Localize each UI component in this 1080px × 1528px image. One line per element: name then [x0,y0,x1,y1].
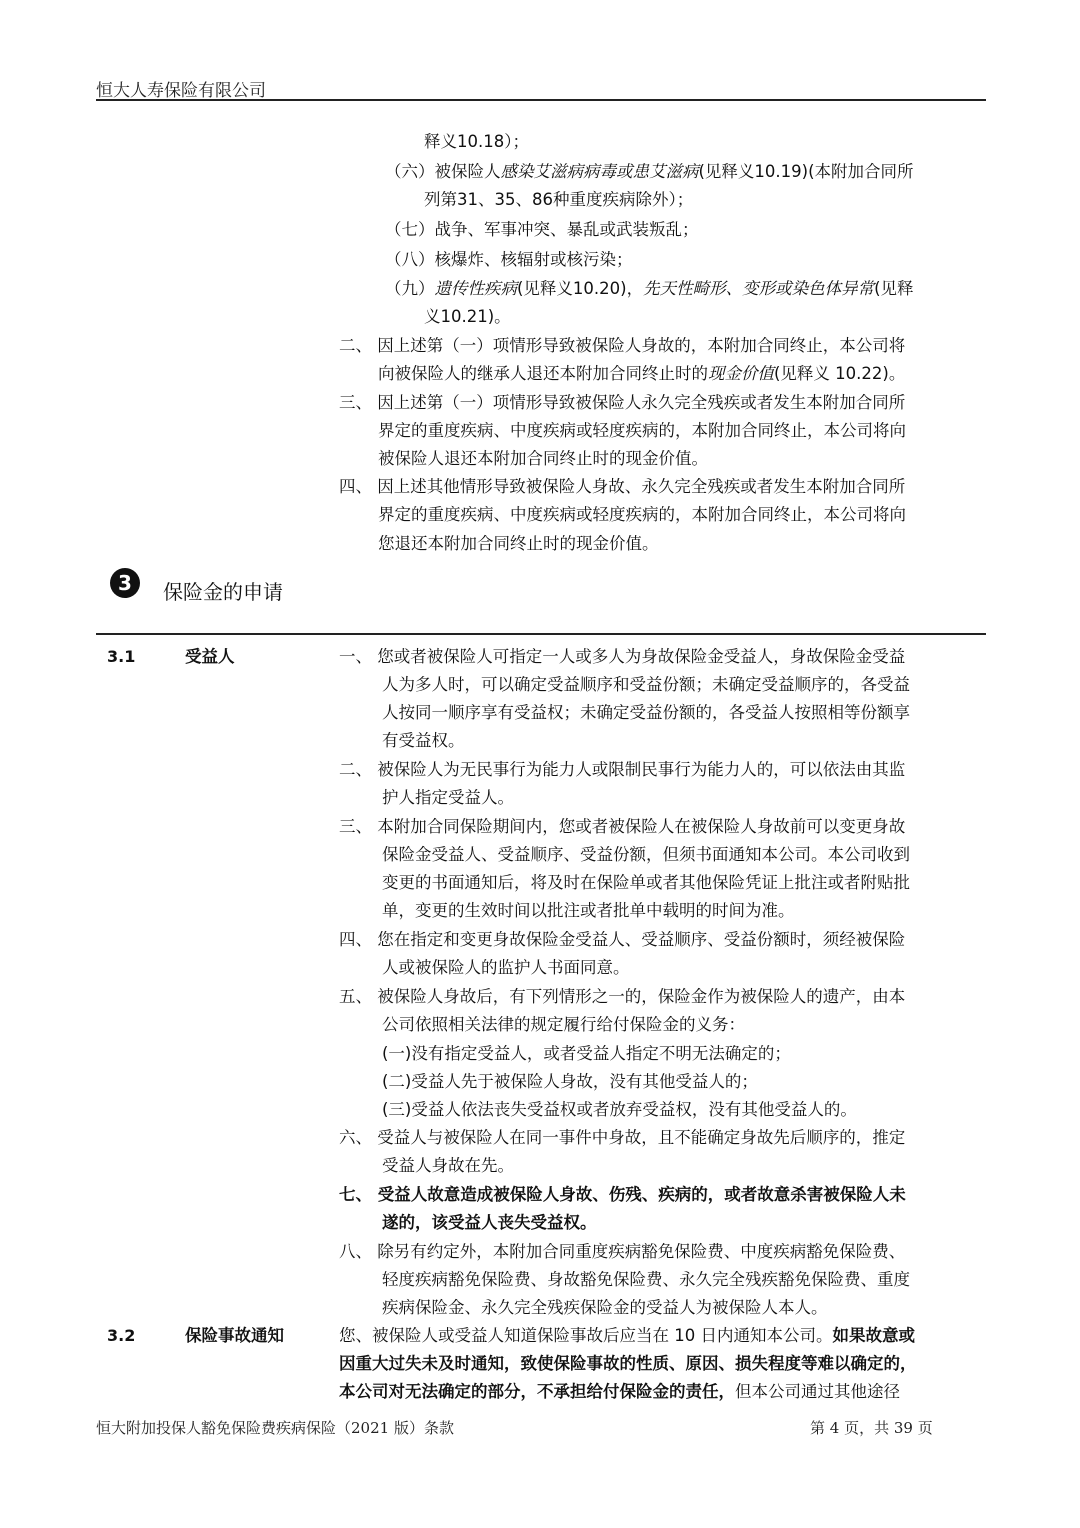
exclusion-line-segment: 界定的重度疾病、中度疾病或轻度疾病的，本附加合同终止，本公司将向 [378,505,906,524]
clause-text-line [339,1378,900,1406]
footer-page-info: 第 4 页，共 39 页 [810,1419,933,1437]
exclusion-line [424,186,693,214]
clause-text-line [382,671,910,699]
clause-text-line [382,869,910,897]
clause-text-line-segment: (三)受益人依法丧失受益权或者放弃受益权，没有其他受益人的。 [382,1100,857,1119]
clause-title: 受益人 [185,647,235,666]
clause-text-line-segment: 轻度疾病豁免保险费、身故豁免保险费、永久完全残疾豁免保险费、重度 [382,1270,910,1289]
clause-text-line-segment: 六、 受益人与被保险人在同一事件中身故，且不能确定身故先后顺序的，推定 [339,1128,906,1147]
clause-text-line [339,1238,905,1266]
section-divider [96,633,986,635]
exclusion-line-segment: 义10.21)。 [424,307,511,326]
exclusion-line [385,216,699,244]
exclusion-line-segment: 界定的重度疾病、中度疾病或轻度疾病的，本附加合同终止，本公司将向 [378,421,906,440]
clause-text-line-segment: 一、 您或者被保险人可指定一人或多人为身故保险金受益人，身故保险金受益 [339,647,906,666]
exclusion-line-segment: 先天性畸形、变形或染色体异常 [643,279,875,298]
exclusion-line-segment: （六）被保险人 [385,162,501,181]
clause-text-line-segment: 七、 受益人故意造成被保险人身故、伤残、疾病的，或者故意杀害被保险人未 [339,1185,906,1204]
exclusion-line [385,275,914,303]
company-name: 恒大人寿保险有限公司 [96,81,266,101]
clause-text-line [382,897,795,925]
section-title: 保险金的申请 [163,580,283,604]
clause-text-line [339,756,905,784]
clause-text-line [382,1209,597,1237]
exclusion-line [424,128,529,156]
clause-text-line-segment: 二、 被保险人为无民事行为能力人或限制民事行为能力人的，可以依法由其监 [339,760,906,779]
clause-text-line-segment: 人为多人时，可以确定受益顺序和受益份额；未确定受益顺序的，各受益 [382,675,910,694]
clause-text-line-segment: 有受益权。 [382,731,465,750]
exclusion-line-segment: (见释义 10.22)。 [774,364,906,383]
clause-text-line [382,1096,857,1124]
clause-text-line [382,1152,514,1180]
exclusion-line-segment: (见释义10.19)(本附加合同所 [698,162,914,181]
exclusion-line [378,445,708,473]
exclusion-line-segment: 四、 因上述其他情形导致被保险人身故、永久完全残疾或者发生本附加合同所 [339,477,906,496]
exclusion-line [378,501,906,529]
exclusion-line-segment: 二、 因上述第（一）项情形导致被保险人身故的，本附加合同终止，本公司将 [339,336,906,355]
clause-text-line [382,699,910,727]
exclusion-line-segment: 三、 因上述第（一）项情形导致被保险人永久完全残疾或者发生本附加合同所 [339,393,906,412]
clause-text-line-segment: 如果故意或 [832,1326,915,1345]
exclusion-line [339,389,905,417]
clause-number: 3.1 [107,647,136,666]
clause-text-line [339,813,905,841]
clause-text-line-segment: 五、 被保险人身故后，有下列情形之一的，保险金作为被保险人的遗产，由本 [339,987,906,1006]
exclusion-line-segment: (见释 [874,279,914,298]
clause-text-line-segment: 疾病保险金、永久完全残疾保险金的受益人为被保险人本人。 [382,1298,828,1317]
exclusion-line [424,303,511,331]
clause-text-line-segment: 但本公司通过其他途径 [735,1382,900,1401]
section-number-badge: 3 [110,568,140,598]
clause-title: 保险事故通知 [185,1326,284,1345]
clause-text-line [339,1322,915,1350]
clause-text-line-segment: 公司依照相关法律的规定履行给付保险金的义务： [382,1015,745,1034]
exclusion-line-segment: （九） [385,279,435,298]
clause-text-line [382,841,910,869]
clause-text-line-segment: 八、 除另有约定外，本附加合同重度疾病豁免保险费、中度疾病豁免保险费、 [339,1242,906,1261]
clause-text-line [382,727,465,755]
clause-text-line-segment: 人按同一顺序享有受益权；未确定受益份额的，各受益人按照相等份额享 [382,703,910,722]
footer-doc-title: 恒大附加投保人豁免保险费疾病保险（2021 版）条款 [96,1419,454,1437]
exclusion-line-segment: 遗传性疾病 [434,279,517,298]
exclusion-line [378,417,906,445]
clause-text-line-segment: 本公司对无法确定的部分，不承担给付保险金的责任， [339,1382,735,1401]
clause-text-line [382,1294,828,1322]
exclusion-line-segment: (见释义10.20)， [517,279,644,298]
clause-text-line [382,1011,745,1039]
clause-text-line-segment: (一)没有指定受益人，或者受益人指定不明无法确定的； [382,1044,791,1063]
exclusion-line [385,158,914,186]
clause-text-line-segment: 变更的书面通知后，将及时在保险单或者其他保险凭证上批注或者附贴批 [382,873,910,892]
clause-text-line [382,1040,791,1068]
clause-text-line [339,926,905,954]
exclusion-line-segment: （八）核爆炸、核辐射或核污染； [385,250,633,269]
clause-text-line-segment: 人或被保险人的监护人书面同意。 [382,958,630,977]
clause-text-line [382,1068,758,1096]
clause-text-line [339,643,905,671]
clause-text-line-segment: 您、被保险人或受益人知道保险事故后应当在 10 日内通知本公司。 [339,1326,833,1345]
exclusion-line-segment: 列第31、35、86种重度疾病除外）； [424,190,694,209]
clause-text-line-segment: 单，变更的生效时间以批注或者批单中载明的时间为准。 [382,901,795,920]
clause-text-line [382,784,514,812]
clause-text-line-segment: 护人指定受益人。 [382,788,514,807]
exclusion-line-segment: 向被保险人的继承人退还本附加合同终止时的 [378,364,708,383]
clause-text-line [339,983,905,1011]
clause-text-line [339,1124,905,1152]
clause-text-line [339,1181,906,1209]
exclusion-line-segment: 释义10.18）； [424,132,529,151]
clause-text-line-segment: 因重大过失未及时通知，致使保险事故的性质、原因、损失程度等难以确定的， [339,1354,917,1373]
clause-number: 3.2 [107,1326,136,1345]
exclusion-line [339,473,905,501]
clause-text-line-segment: 遂的，该受益人丧失受益权。 [382,1213,597,1232]
exclusion-line-segment: 被保险人退还本附加合同终止时的现金价值。 [378,449,708,468]
exclusion-line [378,360,905,388]
exclusion-line-segment: 感染艾滋病病毒或患艾滋病 [500,162,699,181]
clause-text-line-segment: 四、 您在指定和变更身故保险金受益人、受益顺序、受益份额时，须经被保险 [339,930,906,949]
exclusion-line [385,246,633,274]
clause-text-line [339,1350,917,1378]
exclusion-line [378,530,659,558]
exclusion-line-segment: （七）战争、军事冲突、暴乱或武装叛乱； [385,220,699,239]
header-divider [96,99,986,101]
clause-text-line [382,954,630,982]
exclusion-line-segment: 您退还本附加合同终止时的现金价值。 [378,534,659,553]
clause-text-line-segment: (二)受益人先于被保险人身故，没有其他受益人的； [382,1072,758,1091]
exclusion-line [339,332,905,360]
clause-text-line-segment: 三、 本附加合同保险期间内，您或者被保险人在被保险人身故前可以变更身故 [339,817,906,836]
clause-text-line-segment: 受益人身故在先。 [382,1156,514,1175]
clause-text-line [382,1266,910,1294]
clause-text-line-segment: 保险金受益人、受益顺序、受益份额，但须书面通知本公司。本公司收到 [382,845,910,864]
exclusion-line-segment: 现金价值 [708,364,774,383]
